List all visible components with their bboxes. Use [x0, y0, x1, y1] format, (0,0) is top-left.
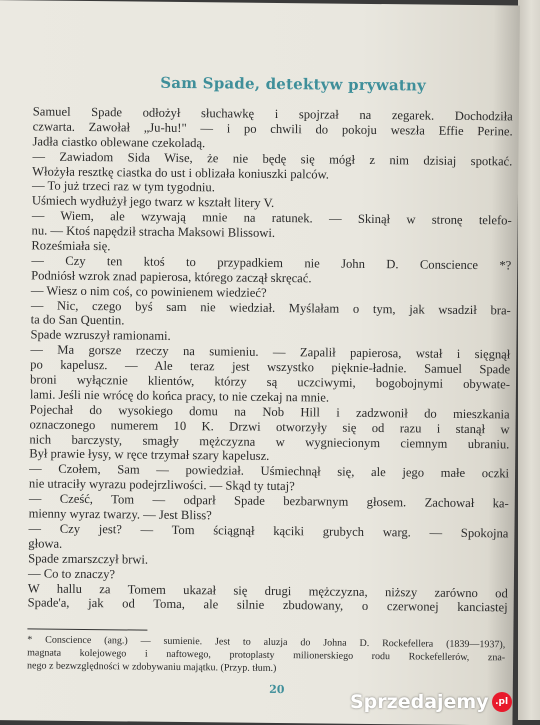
text-line: oznaczonego numerem 10 K. Drzwi otworzyły się od razu i stanął w [29, 417, 510, 437]
text-line: Uśmiech wydłużył jego twarz w kształt litery V. [31, 193, 275, 211]
text-line: Roześmiała się. [31, 238, 111, 254]
text-line: lami. Jeśli nie wrócę do końca pracy, to nie czekaj na mnie. [29, 387, 330, 405]
text-line: Samuel Spade odłożył słuchawkę i spojrzał na zegarek. Dochodziła [32, 104, 513, 124]
text-line: — Ma gorsze rzeczy na sumieniu. — Zapalił papierosa, wstał i sięgnął [30, 342, 511, 362]
text-line: Jadła ciastko oblewane czekoladą. [32, 134, 206, 151]
text-line: broni wyłącznie klientów, którzy są uczciwymi, bogobojnymi obywate- [29, 372, 511, 392]
text-line: nich barczysty, smagły mężczyzna w wygniecionym ciemnym ubraniu. [29, 431, 510, 452]
text-line: W hallu za Tomem ukazał się drugi mężczyzna, niższy zarówno od [27, 580, 508, 600]
text-line: Podniósł wzrok znad papierosa, którego zaczął skręcać. [31, 268, 312, 286]
text-line: Spade'a, jak od Toma, ale silnie zbudowany, o czerwonej kanciastej [27, 595, 508, 615]
text-line: nu. — Ktoś napędził stracha Maksowi Blissowi. [31, 223, 276, 241]
text-line: — Czołem, Sam — powiedział. Uśmiechnął się, ale jego małe oczki [29, 461, 510, 481]
text-line: — Wiesz o nim coś, co powinienem wiedzieć? [30, 283, 267, 300]
footnote-line: * Conscience (ang.) — sumienie. Jest to aluzja do Johna D. Rockefellera (1839—1937), [27, 634, 506, 651]
text-line: czwarta. Zawołał „Ju-hu!" — i po chwili do pokoju weszła Effie Perine. [32, 119, 513, 139]
text-line: ta do San Quentin. [30, 312, 125, 328]
text-line: po kapelusz. — Ale teraz jest wszystko pięknie-ładnie. Samuel Spade [30, 357, 511, 377]
text-line: — Cześć, Tom — odparł Spade bezbarwnym głosem. Zachował ka- [28, 491, 509, 511]
text-line: Pojechał do wysokiego domu na Nob Hill i zadzwonił do mieszkania [29, 402, 510, 422]
text-line: — Nic, czego byś sam nie wiedział. Myślałam o tym, jak wsadził bra- [30, 297, 511, 318]
text-line: — Co to znaczy? [27, 565, 116, 581]
watermark-text: Sprzedajemy [350, 691, 489, 713]
watermark-badge: .pl [492, 692, 512, 712]
footnote-line: magnata kolejowego i naftowego, protoplasty milionerskiego rodu Rockefellerów, zna- [27, 647, 506, 664]
text-line: — Wiem, ale wzywają mnie na ratunek. — Skinął w stronę telefo- [31, 208, 512, 228]
text-line: Spade wzruszył ramionami. [30, 327, 171, 344]
text-line: mienny wyraz twarzy. — Jest Bliss? [28, 506, 212, 523]
text-line: Był prawie łysy, w ręce trzymał szary kapelusz. [29, 446, 270, 464]
watermark-logo [350, 688, 512, 716]
text-line: — Zawiadom Sida Wise, że nie będę się mógł z nim dzisiaj spotkać. [32, 149, 513, 169]
footnote-line: nego z bezwzględności w zdobywaniu majątku. (Przyp. tłum.) [26, 660, 277, 675]
text-line: Spade zmarszczył brwi. [28, 551, 149, 567]
chapter-title: Sam Spade, detektyw prywatny [160, 73, 427, 95]
text-line: Włożyła resztkę ciastka do ust i oblizała koniuszki palców. [32, 163, 330, 182]
footnote-divider [27, 628, 147, 630]
body-text [28, 104, 513, 615]
text-line: — Czy ten ktoś to przypadkiem nie John D. Conscience *? [31, 253, 512, 273]
text-line: głowa. [28, 536, 63, 551]
footnote [27, 633, 505, 678]
text-line: — To już trzeci raz w tym tygodniu. [31, 178, 215, 195]
facing-page-edge [518, 0, 540, 720]
text-line: nie utraciły wyrazu podejrzliwości. — Skąd ty tutaj? [28, 476, 295, 494]
page-number: 20 [269, 682, 285, 697]
text-line: — Czy jest? — Tom ściągnął kąciki grubych warg. — Spokojna [28, 521, 509, 541]
